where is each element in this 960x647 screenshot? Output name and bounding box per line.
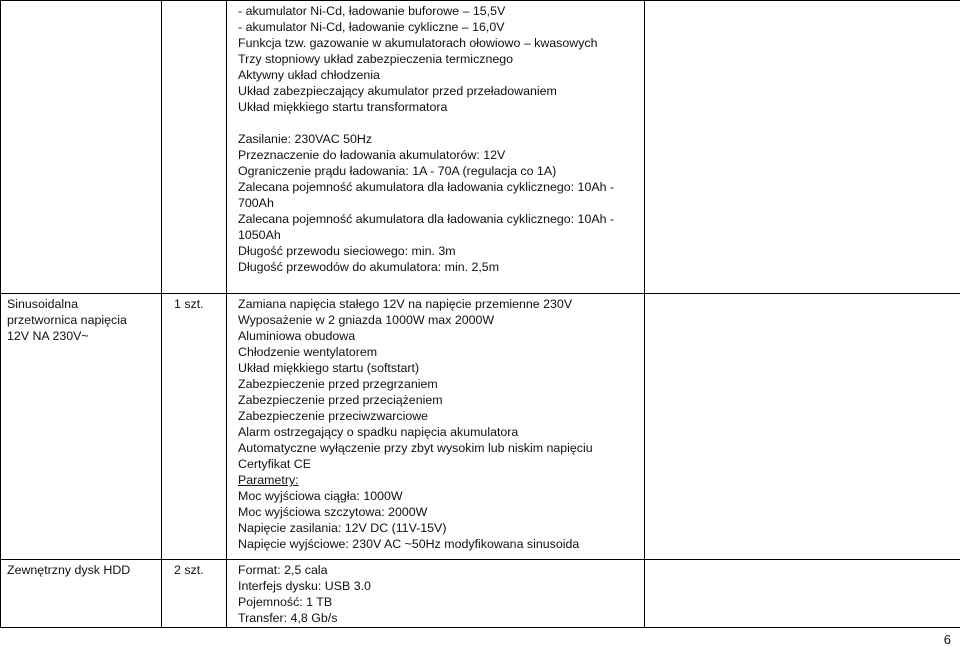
spec-line: Aktywny układ chłodzenia xyxy=(238,68,380,82)
page-number: 6 xyxy=(943,632,951,647)
blank-line xyxy=(238,115,638,131)
spec-line: Funkcja tzw. gazowanie w akumulatorach ołowiowo – kwasowych xyxy=(238,36,598,50)
spec-line: Zamiana napięcia stałego 12V na napięcie przemienne 230V xyxy=(238,297,573,311)
item-name-line: Zewnętrzny dysk HDD xyxy=(7,563,131,577)
spec-line: Automatyczne wyłączenie przy zbyt wysokim lub niskim napięciu xyxy=(238,441,593,455)
spec-line: Ograniczenie prądu ładowania: 1A - 70A (regulacja co 1A) xyxy=(238,164,557,178)
spec-line: Interfejs dysku: USB 3.0 xyxy=(238,579,371,593)
spec-line: Transfer: 4,8 Gb/s xyxy=(238,611,338,625)
quantity-cell xyxy=(162,560,227,628)
spec-line: Napięcie zasilania: 12V DC (11V-15V) xyxy=(238,521,447,535)
spec-line: Długość przewodów do akumulatora: min. 2,5m xyxy=(238,260,500,274)
spec-line: Zabezpieczenie przeciwzwarciowe xyxy=(238,409,429,423)
item-name-line: przetwornica napięcia xyxy=(7,313,127,327)
spec-line: - akumulator Ni-Cd, ładowanie buforowe – 15,5V xyxy=(238,4,506,18)
table-row xyxy=(1,560,960,628)
notes-cell xyxy=(645,1,960,294)
notes-cell xyxy=(645,294,960,560)
quantity-cell xyxy=(162,294,227,560)
spec-line: Pojemność: 1 TB xyxy=(238,595,333,609)
quantity-value: 1 szt. xyxy=(174,297,204,311)
spec-line: Przeznaczenie do ładowania akumulatorów: 12V xyxy=(238,148,506,162)
description-cell xyxy=(227,1,645,294)
description-cell xyxy=(227,294,645,560)
spec-line: Certyfikat CE xyxy=(238,457,311,471)
spec-line: Alarm ostrzegający o spadku napięcia akumulatora xyxy=(238,425,519,439)
quantity-cell xyxy=(162,1,227,294)
spec-line: Długość przewodu sieciowego: min. 3m xyxy=(238,244,456,258)
spec-line: Wyposażenie w 2 gniazda 1000W max 2000W xyxy=(238,313,495,327)
item-name-cell xyxy=(1,1,162,294)
table-row xyxy=(1,1,960,294)
item-name-cell xyxy=(1,560,162,628)
item-name-cell xyxy=(1,294,162,560)
description-cell xyxy=(227,560,645,628)
spec-line: Moc wyjściowa szczytowa: 2000W xyxy=(238,505,428,519)
spec-line: Układ miękkiego startu transformatora xyxy=(238,100,448,114)
item-name-line: 12V NA 230V~ xyxy=(7,329,89,343)
spec-line: Format: 2,5 cala xyxy=(238,563,328,577)
spec-line: Napięcie wyjściowe: 230V AC ~50Hz modyfikowana sinusoida xyxy=(238,537,580,551)
table-row xyxy=(1,294,960,560)
spec-line: Zasilanie: 230VAC 50Hz xyxy=(238,132,373,146)
parameters-heading: Parametry: xyxy=(238,473,299,487)
spec-line: Aluminiowa obudowa xyxy=(238,329,356,343)
spec-line: Układ zabezpieczający akumulator przed przeładowaniem xyxy=(238,84,557,98)
item-name-line: Sinusoidalna xyxy=(7,297,78,311)
spec-line: 700Ah xyxy=(238,196,274,210)
notes-cell xyxy=(645,560,960,628)
spec-line: Zabezpieczenie przed przegrzaniem xyxy=(238,377,438,391)
spec-line: - akumulator Ni-Cd, ładowanie cykliczne – 16,0V xyxy=(238,20,505,34)
spec-line: Zabezpieczenie przed przeciążeniem xyxy=(238,393,443,407)
spec-line: 1050Ah xyxy=(238,228,281,242)
spec-line: Zalecana pojemność akumulatora dla ładowania cyklicznego: 10Ah - xyxy=(238,212,615,226)
spec-line: Układ miękkiego startu (softstart) xyxy=(238,361,420,375)
spec-line: Zalecana pojemność akumulatora dla ładowania cyklicznego: 10Ah - xyxy=(238,180,615,194)
spec-line: Chłodzenie wentylatorem xyxy=(238,345,378,359)
spec-line: Trzy stopniowy układ zabezpieczenia termicznego xyxy=(238,52,514,66)
quantity-value: 2 szt. xyxy=(174,563,204,577)
spec-line: Moc wyjściowa ciągła: 1000W xyxy=(238,489,403,503)
